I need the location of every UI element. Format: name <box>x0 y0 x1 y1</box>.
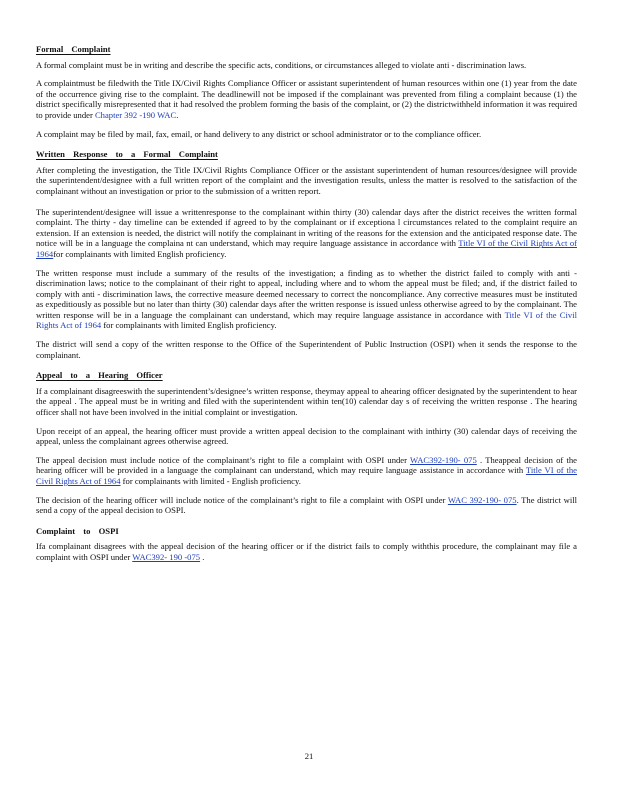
paragraph: Upon receipt of an appeal, the hearing officer must provide a written appeal decision to the complainant with inthirty (30) calendar days of receiving the appeal, unless the complainant agrees otherwise agreed. <box>36 425 577 447</box>
link-wac-392-190-075[interactable]: WAC392-190- 075 <box>410 454 477 465</box>
page-number: 21 <box>304 751 314 761</box>
paragraph-text: for complainants with limited - English proficiency. <box>120 476 301 486</box>
paragraph-text: The written response must include a summary of the results of the investigation; a finding as to whether the district failed to comply with anti - discrimination laws; notice to the complainant of their right to appeal, including where and to whom the appeal must be filed; and, if the district failed to comply with anti - discrimination laws, the corrective measure deemed necessary to correct the noncompliance. Any corrective measures must be instituted as expeditiously as possible but no later than thirty (30) calendar days after the written response is issued unless otherwise agreed to by the complainant. The written response will be in a language the complainant can understand, which may require language assistance in accordance with <box>36 267 577 320</box>
heading-written-response: Written Response to a Formal Complaint <box>36 149 218 160</box>
paragraph: The district will send a copy of the written response to the Office of the Superintendent of Public Instruction (OSPI) when it sends the response to the complainant. <box>36 339 577 360</box>
paragraph-text: The decision of the hearing officer will include notice of the complainant’s right to file a complaint with OSPI under <box>36 494 448 505</box>
paragraph <box>36 455 577 487</box>
link-chapter-392-190-wac[interactable]: Chapter 392 -190 WAC <box>94 109 177 120</box>
link-title-vi[interactable]: Title VI of the Civil Rights Act of 1964 <box>36 309 577 331</box>
paragraph <box>36 541 577 562</box>
link-wac-392-190-075[interactable]: WAC392- 190 -075 <box>132 551 201 562</box>
paragraph <box>36 268 577 332</box>
paragraph-text: . <box>176 109 179 120</box>
paragraph <box>36 207 577 260</box>
paragraph-text: The appeal decision must include notice of the complainant’s right to file a complaint with OSPI under <box>36 454 411 465</box>
heading-complaint-to-ospi: Complaint to OSPI <box>36 525 119 536</box>
paragraph: If a complainant disagreeswith the superintendent’s/designee’s written response, theymay appeal to ahearing officer designated by the superintendent to hear the appeal . The appeal must be in writing and filed with the superintendent within ten(10) calendar day s of receiving the written response . The hearing officer shall not have been involved in the initial complaint or investigation. <box>36 385 577 418</box>
paragraph <box>36 495 577 516</box>
link-title-vi[interactable]: Title VI of the Civil Rights Act of 1964 <box>36 238 578 259</box>
link-wac-392-190-075[interactable]: WAC 392-190- 075 <box>447 494 517 505</box>
link-title-vi[interactable]: Title VI of the Civil Rights Act of 1964 <box>36 465 577 486</box>
paragraph-text: A complaintmust be filedwith the Title IX/Civil Rights Compliance Officer or assistant superintendent of human resources within one (1) year from the date of the occurrence giving rise to the complaint. The deadlinewill not be imposed if the complainant was prevented from filing a complaint because (1) the district specifically misrepresented that it had resolved the problem forming the basis of the complaint, or (2) the districtwithheld information it was required to provide under <box>36 78 577 120</box>
paragraph-text: for complainants with limited English proficiency. <box>101 320 277 331</box>
heading-appeal: Appeal to a Hearing Officer <box>36 370 163 381</box>
heading-formal-complaint: Formal Complaint <box>36 44 111 54</box>
paragraph-text: for complainants with limited English proficiency. <box>53 248 227 259</box>
paragraph: A formal complaint must be in writing and describe the specific acts, conditions, or circumstances alleged to violate anti - discrimination laws. <box>36 59 527 70</box>
paragraph-text: The superintendent/designee will issue a writtenresponse to the complainant within thirty (30) calendar days after the district receives the written formal complaint. The thirty - day timeline can be extended if agreed to by the complainant or if exceptiona l circumstances related to the complaint require an extension. If an extension is needed, the district will notify the complainant in writing of the reasons for the extension and the anticipated response date. The notice will be in a language the complaina nt can understand, which may require language assistance in accordance with <box>36 206 577 249</box>
paragraph-text: . The district will send a copy of the appeal decision to OSPI. <box>36 494 577 516</box>
paragraph-text: . Theappeal decision of the hearing officer will be provided in a language the complainant can understand, which may require language assistance in accordance with <box>36 454 577 476</box>
paragraph: After completing the investigation, the Title IX/Civil Rights Compliance Officer or the assistant superintendent of human resources/designee will provide the superintendent/designee with a full written report of the complaint and the investigation results, unless the matter is resolved to the satisfaction of the complainant without an investigation or prior to the submission of a written report. <box>36 164 577 196</box>
document-page <box>36 44 577 571</box>
paragraph: A complaint may be filed by mail, fax, email, or hand delivery to any district or school administrator or to the compliance officer. <box>36 128 482 139</box>
paragraph-text: Ifa complainant disagrees with the appeal decision of the hearing officer or if the district fails to comply withthis procedure, the complainant may file a complaint with OSPI under <box>36 541 577 562</box>
paragraph-text: . <box>200 551 205 562</box>
paragraph <box>36 78 577 120</box>
